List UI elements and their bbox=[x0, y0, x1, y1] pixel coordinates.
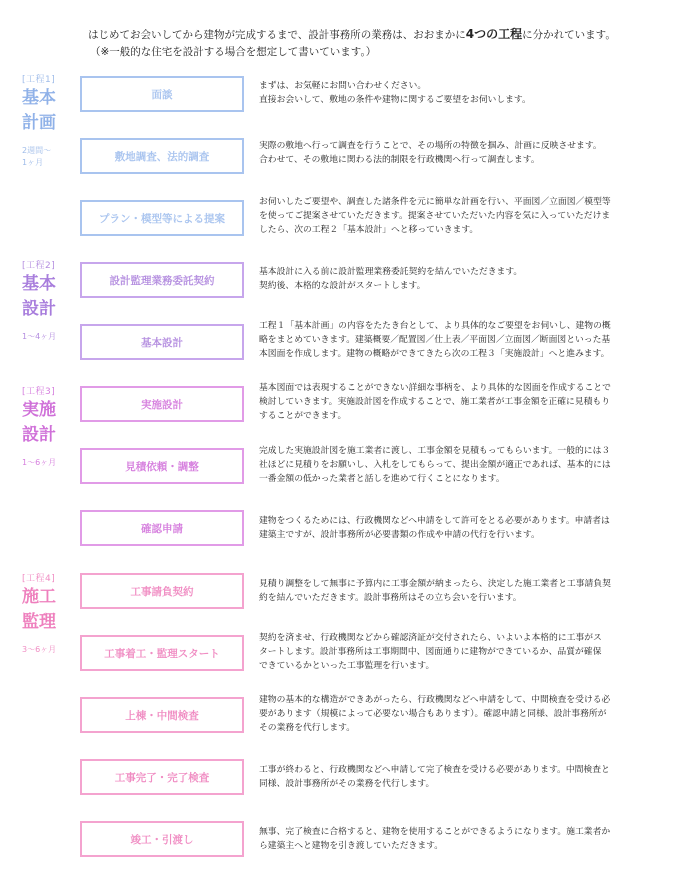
step-box-basic-design: 基本設計 bbox=[80, 324, 244, 360]
step-box-site-survey: 敷地調査、法的調査 bbox=[80, 138, 244, 174]
phase-name-line1: 基本 bbox=[22, 274, 56, 294]
step-description: 契約を済ませ、行政機関などから確認済証が交付されたら、いよいよ本格的に工事がス タートします。設計事務所は工事期間中、図面通りに建物ができているか、品質が確保 できているかといった工事監理を行います。 bbox=[259, 633, 602, 672]
step-description: 建物の基本的な構造ができあがったら、行政機関などへ申請をして、中間検査を受ける必 要があります（規模によって必要ない場合もあります）。確認申請と同様、設計事務所が その業務を代行します。 bbox=[259, 695, 611, 734]
step-box-construction-start: 工事着工・監理スタート bbox=[80, 635, 244, 671]
intro-text bbox=[88, 26, 688, 61]
step-box-completion-inspection: 工事完了・完了検査 bbox=[80, 759, 244, 795]
intro-line-2: （※一般的な住宅を設計する場合を想定して書いています。） bbox=[90, 46, 377, 58]
step-box-framing-inspection: 上棟・中間検査 bbox=[80, 697, 244, 733]
phase-tag: [工程1] bbox=[22, 75, 56, 85]
phase-2-label bbox=[22, 258, 78, 343]
phase-name-line2: 設計 bbox=[22, 425, 56, 445]
step-description: 無事、完了検査に合格すると、建物を使用することができるようになります。施工業者か ら建築主へと建物を引き渡していただきます。 bbox=[259, 827, 611, 852]
step-description: 工程１「基本計画」の内容をたたき台として、より具体的なご要望をお伺いし、建物の概 略をまとめていきます。建築概要／配置図／仕上表／平面図／立面図／断面図といった基 本図面を作成します。建物の概略ができてきたら次の工程３「実施設計」へと進みます。 bbox=[259, 321, 611, 360]
phase-name-line1: 実施 bbox=[22, 400, 56, 420]
phase-duration: 1〜6ヶ月 bbox=[22, 458, 57, 467]
step-description: 基本図面では表現することができない詳細な事柄を、より具体的な図面を作成することで 検討していきます。実施設計図を作成することで、施工業者が工事金額を正確に見積もり することができます。 bbox=[259, 383, 611, 422]
step-description: 建物をつくるためには、行政機関などへ申請をして許可をとる必要があります。申請者は 建築主ですが、設計事務所が必要書類の作成や申請の代行を行います。 bbox=[259, 516, 610, 541]
step-description: まずは、お気軽にお問い合わせください。 直接お会いして、敷地の条件や建物に関するご要望をお伺いします。 bbox=[259, 81, 531, 106]
phase-tag: [工程4] bbox=[22, 574, 56, 584]
step-description: 見積り調整をして無事に予算内に工事金額が納まったら、決定した施工業者と工事請負契 約を結んでいただきます。設計事務所はその立ち会いを行います。 bbox=[259, 579, 611, 604]
step-box-detailed-design: 実施設計 bbox=[80, 386, 244, 422]
phase-1-label bbox=[22, 72, 78, 169]
step-description: 実際の敷地へ行って調査を行うことで、その場所の特徴を掴み、計画に反映させます。 合わせて、その敷地に関わる法的制限を行政機関へ行って調査します。 bbox=[259, 141, 602, 166]
phase-duration: 1〜4ヶ月 bbox=[22, 332, 57, 341]
step-box-plan-proposal: プラン・模型等による提案 bbox=[80, 200, 244, 236]
step-box-construction-contract: 工事請負契約 bbox=[80, 573, 244, 609]
phase-4-label bbox=[22, 571, 78, 656]
step-box-building-confirmation: 確認申請 bbox=[80, 510, 244, 546]
step-box-menndann: 面談 bbox=[80, 76, 244, 112]
phase-duration: 3〜6ヶ月 bbox=[22, 645, 57, 654]
phase-name-line1: 基本 bbox=[22, 88, 56, 108]
phase-name-line2: 計画 bbox=[22, 113, 56, 133]
phase-3-label bbox=[22, 384, 78, 469]
step-description: 基本設計に入る前に設計監理業務委託契約を結んでいただきます。 契約後、本格的な設計がスタートします。 bbox=[259, 267, 523, 292]
step-description: お伺いしたご要望や、調査した諸条件を元に簡単な計画を行い、平面図／立面図／模型等 を使ってご提案させていただきます。提案させていただいた内容を気に入っていただけま したら、次の工程２「基本設計」へと移っていきます。 bbox=[259, 197, 611, 236]
step-box-design-contract: 設計監理業務委託契約 bbox=[80, 262, 244, 298]
step-description: 工事が終わると、行政機関などへ申請して完了検査を受ける必要があります。中間検査と 同様、設計事務所がその業務を代行します。 bbox=[259, 765, 610, 790]
step-box-estimate-request: 見積依頼・調整 bbox=[80, 448, 244, 484]
phase-tag: [工程3] bbox=[22, 387, 56, 397]
phase-tag: [工程2] bbox=[22, 261, 56, 271]
phase-name-line2: 設計 bbox=[22, 299, 56, 319]
phase-name-line1: 施工 bbox=[22, 587, 56, 607]
phase-duration: 2週間〜 1ヶ月 bbox=[22, 146, 52, 167]
intro-emphasis: 4つの工程 bbox=[465, 27, 523, 41]
intro-line-1: はじめてお会いしてから建物が完成するまで、設計事務所の業務は、おおまかに4つの工程に分かれています。 bbox=[88, 27, 616, 41]
step-box-handover: 竣工・引渡し bbox=[80, 821, 244, 857]
phase-name-line2: 監理 bbox=[22, 612, 56, 632]
step-description: 完成した実施設計図を施工業者に渡し、工事金額を見積もってもらいます。一般的には３ 社ほどに見積りをお願いし、入札をしてもらって、提出金額が適正であれば、基本的には 一番金額の低かった業者と話しを進めて行くことになります。 bbox=[259, 446, 611, 485]
